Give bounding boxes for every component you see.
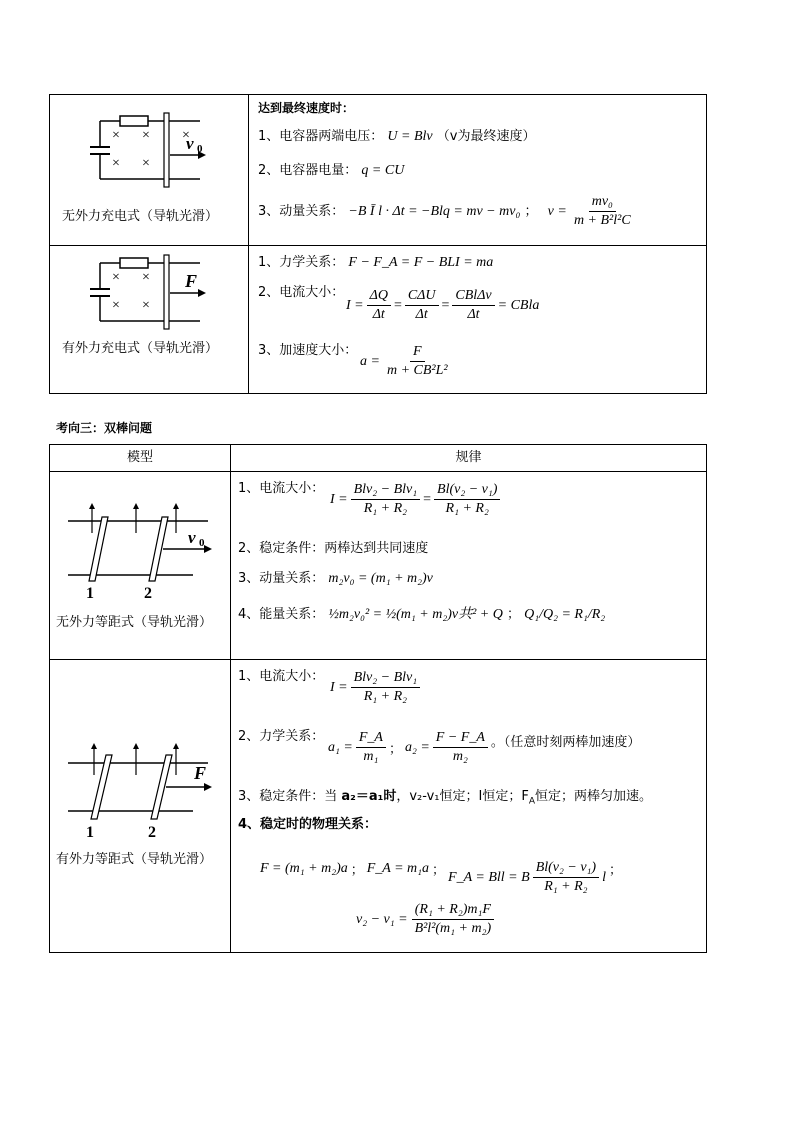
row-caption: 有外力充电式（导轨光滑） [62, 341, 219, 356]
formula-line: 3、稳定条件：当 a₂＝a₁时，v₂-v₁恒定；I恒定；$F_A$恒定；两棒匀加速。 [238, 789, 652, 807]
formula-line: 2、力学关系： [238, 729, 325, 744]
formula-line: 4、稳定时的物理关系： [238, 817, 378, 832]
svg-text:0: 0 [197, 143, 203, 155]
section-heading: 考向三：双棒问题 [56, 421, 153, 435]
steady-state-formula: F = (m₁ + m₂)a ； F_A = m₁a ； F_A = Bll = B $\frac{\text{Bl(v₂ − v₁)}}{\text{R₁ + R₂}}$ l ； [260, 860, 622, 894]
formula-line: 1、电容器两端电压： U = Blv （v为最终速度） [258, 129, 536, 144]
row-caption: 有外力等距式（导轨光滑） [56, 852, 213, 867]
table-divider-vertical [230, 445, 231, 952]
svg-text:×: × [112, 298, 120, 313]
formula-line: 2、电流大小： [258, 285, 345, 300]
current-formula: I = $\frac{\Delta Q}{\Delta t}$ = $\frac{\text{CΔU}}{\Delta t}$ = $\frac{\text{CBlΔv}}{\Delta t}$ = CBla [346, 288, 540, 322]
velocity-label: v [188, 528, 196, 547]
rod-label: 2 [144, 585, 152, 602]
svg-text:×: × [142, 156, 150, 171]
steady-state-formula: v₂ − v₁ = $\frac{\text{(R₁ + R₂)m₁F}}{\text{B²l²(m₁ + m₂)}}$ [356, 901, 494, 938]
formula-line: 2、稳定条件：两棒达到共同速度 [238, 541, 429, 556]
double-rod-diagram-external-force [68, 741, 218, 841]
svg-text:×: × [112, 128, 120, 143]
formula-line: 1、力学关系： F − F_A = F − BLI = ma [258, 255, 494, 270]
row-caption: 无外力充电式（导轨光滑） [62, 209, 219, 224]
force-label: F [185, 271, 198, 291]
table-divider-horizontal [50, 471, 706, 472]
row-title: 达到最终速度时： [258, 101, 355, 115]
table-divider-horizontal [50, 659, 706, 660]
row-caption: 无外力等距式（导轨光滑） [56, 615, 213, 630]
acceleration-formula: a = $\frac{F}{\text{m + CB²L²}}$ [360, 344, 448, 378]
svg-text:×: × [112, 156, 120, 171]
circuit-diagram-no-external-force [90, 107, 210, 192]
table-capacitor [49, 94, 707, 394]
svg-text:0: 0 [199, 537, 205, 549]
table-divider-vertical [248, 95, 249, 393]
current-formula: I = $\frac{\text{Blv₂ − Blv₁}}{\text{R₁ + R₂}}$ = $\frac{\text{Bl(v₂ − v₁)}}{\text{R₁ + R₂}}$ [330, 481, 500, 518]
acceleration-formula: a₁ = $\frac{F\_A}{\text{m₁}}$ ； a₂ = $\frac{F - F\_A}{\text{m₂}}$ 。（任意时刻两棒加速度） [328, 730, 641, 764]
velocity-label: v [186, 134, 194, 153]
formula-line: 4、能量关系： ½m₂v₀² = ½(m₁ + m₂)v共² + Q ； Q₁/Q₂ = R₁/R₂ [238, 607, 606, 622]
circuit-diagram-external-force [90, 253, 210, 338]
formula-line: 1、电流大小： [238, 481, 325, 496]
rod-label: 1 [86, 824, 94, 841]
svg-text:×: × [142, 270, 150, 285]
rod-label: 2 [148, 824, 156, 841]
double-rod-diagram-no-external-force [68, 503, 218, 603]
header-rule: 规律 [455, 450, 482, 465]
header-model: 模型 [126, 450, 153, 465]
svg-text:×: × [142, 298, 150, 313]
force-label: F [194, 763, 207, 783]
svg-text:×: × [182, 128, 190, 143]
table-double-rod [49, 444, 707, 953]
formula-line: 2、电容器电量： q = CU [258, 163, 405, 178]
formula-line: 3、加速度大小： [258, 343, 358, 358]
rod-label: 1 [86, 585, 94, 602]
svg-text:×: × [112, 270, 120, 285]
svg-text:×: × [142, 128, 150, 143]
formula-line: 3、动量关系： m₂v₀ = (m₁ + m₂)v [238, 571, 433, 586]
formula-line: 3、动量关系： −B Ī l · Δt = −Blq = mv − mv₀ ； v = $\frac{\text{mv₀}}{\text{m + B²l²C}}$ [258, 194, 631, 228]
table-divider-horizontal [50, 245, 706, 246]
formula-line: 1、电流大小： [238, 669, 325, 684]
current-formula: I = $\frac{\text{Blv₂ − Blv₁}}{\text{R₁ + R₂}}$ [330, 669, 420, 706]
